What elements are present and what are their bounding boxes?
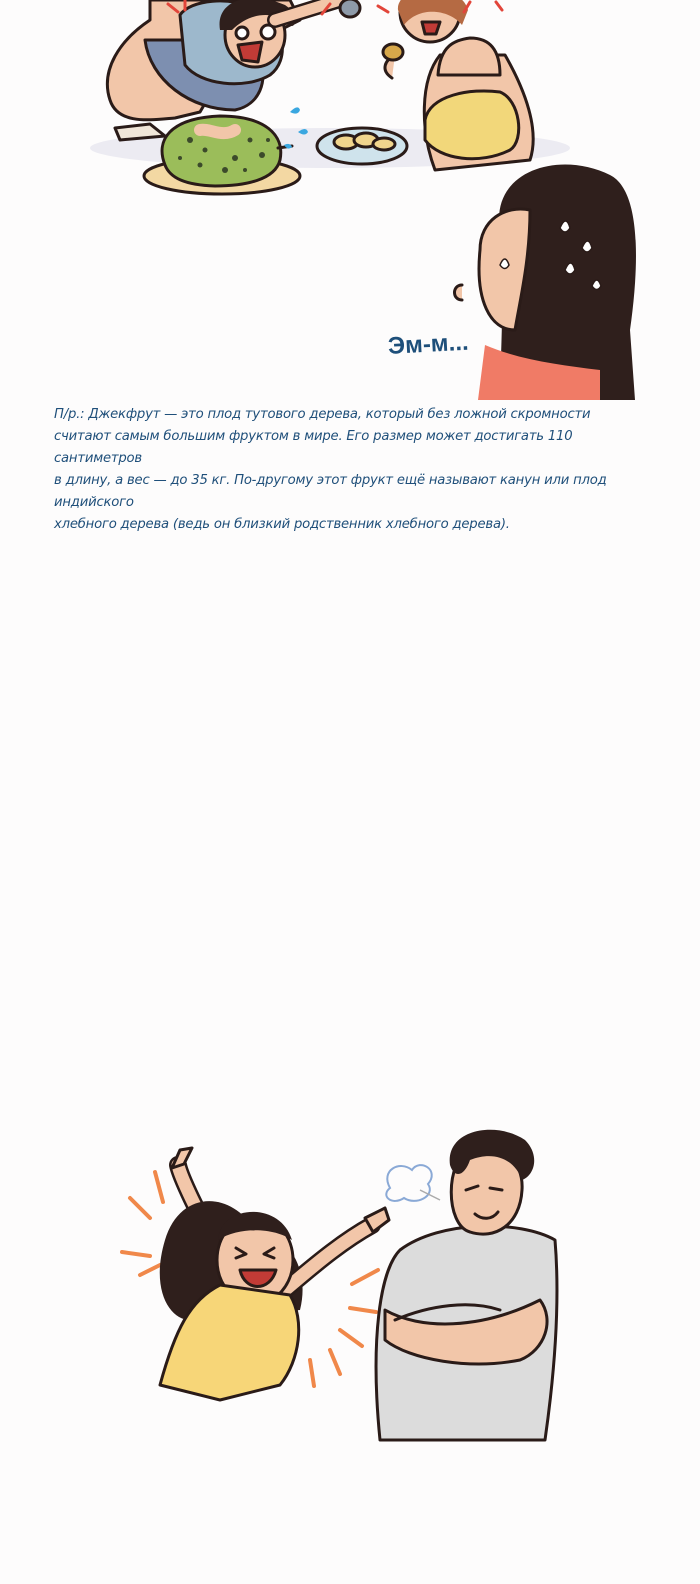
smug-man xyxy=(376,1130,557,1440)
jackfruit xyxy=(144,116,300,194)
translator-note: П/р.: Джекфрут — это плод тутового дерева, который без ложной скромности считают самым большим фруктом в мире. Его размер может достигать 110 сантиметров в длину, а вес — до 35 кг. По-другому этот фрукт ещё называют канун или плод индийского хлебного дерева (ведь он близкий родственник хлебного дерева). xyxy=(54,407,607,532)
bowl-of-pieces xyxy=(317,128,407,164)
speech-text-emm: Эм-м... xyxy=(387,328,470,360)
bottom-comic-panel xyxy=(0,1110,700,1490)
top-comic-panel xyxy=(0,0,700,400)
cheering-girl xyxy=(160,1148,389,1400)
sweating-girl xyxy=(455,164,636,400)
top-panel-illustration xyxy=(0,0,700,400)
bottom-panel-illustration xyxy=(0,1110,700,1490)
puff-of-air xyxy=(386,1165,440,1201)
